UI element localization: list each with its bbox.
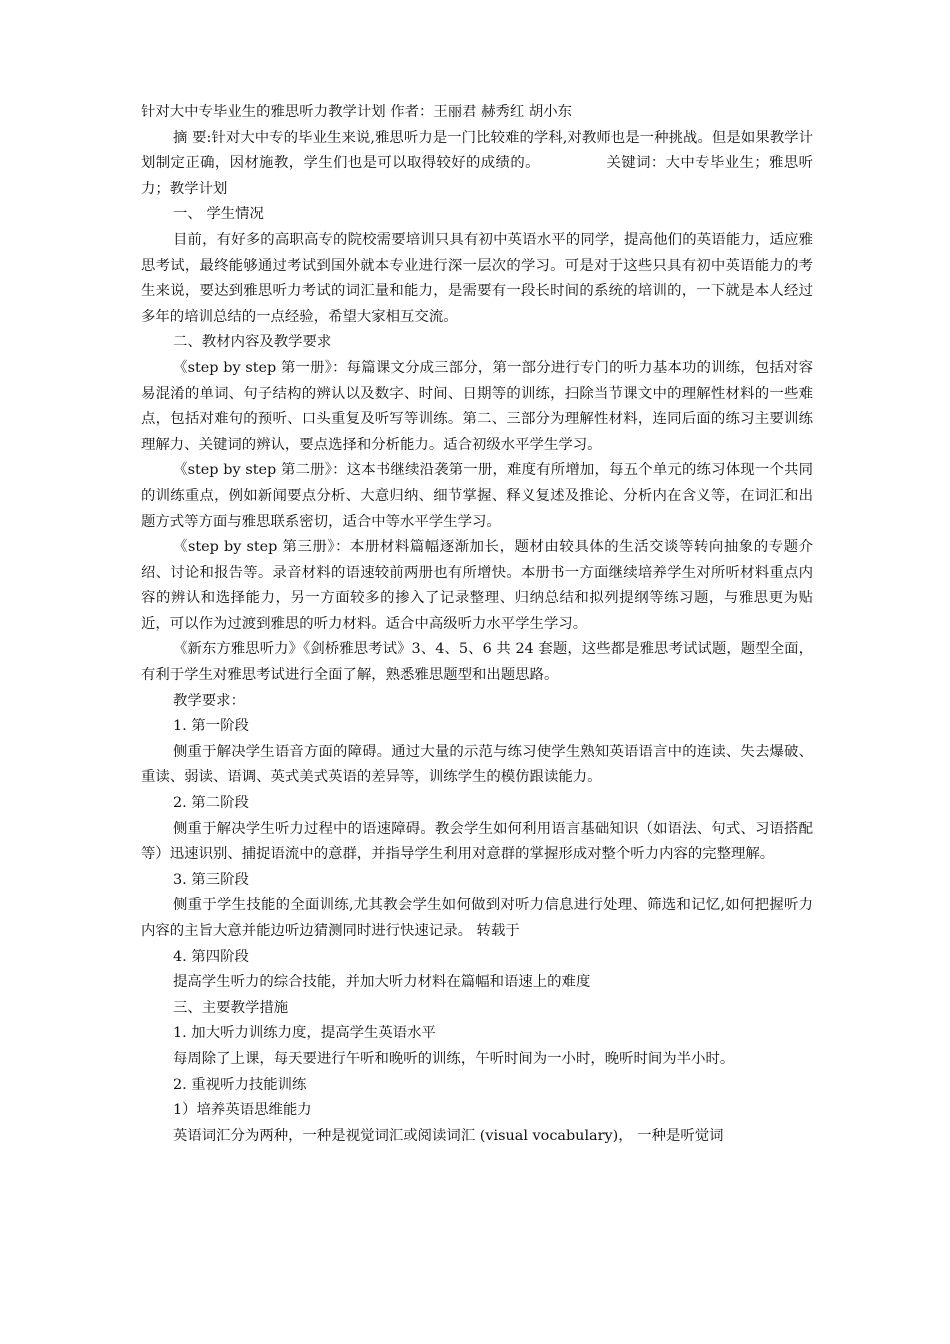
stage-heading: 2. 第二阶段 [173,795,249,812]
sub-measure-heading: 1）培养英语思维能力 [173,1102,312,1119]
body-paragraph: 每周除了上课，每天要进行午听和晚听的训练，午听时间为一小时，晚听时间为半小时。 [173,1050,735,1067]
stage-heading: 1. 第一阶段 [173,718,249,735]
body-paragraph: 提高学生听力的综合技能，并加大听力材料在篇幅和语速上的难度 [173,974,591,991]
body-paragraph: 《step by step 第三册》：本册材料篇幅逐渐加长，题材由较具体的生活交谈等转向抽象的专题介绍、讨论和报告等。录音材料的语速较前两册也有所增快。本册书一方面继续培养学生对所听材料重点内容的辨认和选择能力，另一方面较多的掺入了记录整理、归纳总结和拟列提纲等练习题，与雅思更为贴近，可以作为过渡到雅思的听力材料。适合中高级听力水平学生学习。 [141,539,813,632]
body-paragraph: 《step by step 第一册》：每篇课文分成三部分，第一部分进行专门的听力基本功的训练，包括对容易混淆的单词、句子结构的辨认以及数字、时间、日期等的训练，扫除当节课文中的理解性材料的一些难点，包括对难句的预听、口头重复及听写等训练。第二、三部分为理解性材料，连同后面的练习主要训练理解力、关键词的辨认，要点选择和分析能力。适合初级水平学生学习。 [141,359,813,453]
abstract-paragraph: 摘 要:针对大中专的毕业生来说,雅思听力是一门比较难的学科,对教师也是一种挑战。但是如果教学计划制定正确，因材施教，学生们也是可以取得较好的成绩的。 关键词：大中专毕业生；雅思听力；教学计划 [141,129,813,197]
body-paragraph: 《新东方雅思听力》《剑桥雅思考试》3、4、5、6 共 24 套题，这些都是雅思考试试题，题型全面，有利于学生对雅思考试进行全面了解，熟悉雅思题型和出题思路。 [141,641,813,684]
measure-heading: 2. 重视听力技能训练 [173,1076,307,1093]
body-paragraph: 侧重于解决学生语音方面的障碍。通过大量的示范与练习使学生熟知英语语言中的连读、失去爆破、重读、弱读、语调、英式美式英语的差异等，训练学生的模仿跟读能力。 [141,743,813,786]
body-paragraph: 目前，有好多的高职高专的院校需要培训只具有初中英语水平的同学，提高他们的英语能力，适应雅思考试，最终能够通过考试到国外就本专业进行深一层次的学习。可是对于这些只具有初中英语能力的考生来说，要达到雅思听力考试的词汇量和能力，是需要有一段长时间的系统的培训的，一下就是本人经过多年的培训总结的一点经验，希望大家相互交流。 [141,231,813,325]
measure-heading: 1. 加大听力训练力度，提高学生英语水平 [173,1025,436,1042]
body-paragraph: 英语词汇分为两种，一种是视觉词汇或阅读词汇 (visual vocabulary)， 一种是听觉词 [173,1127,724,1144]
document-title: 针对大中专毕业生的雅思听力教学计划 作者：王丽君 赫秀红 胡小东 [141,104,573,120]
section-heading: 三、主要教学措施 [173,999,289,1016]
document-body [141,100,813,1149]
body-paragraph: 《step by step 第二册》：这本书继续沿袭第一册，难度有所增加，每五个单元的练习体现一个共同的训练重点，例如新闻要点分析、大意归纳、细节掌握、释义复述及推论、分析内在含义等，在词汇和出题方式等方面与雅思联系密切，适合中等水平学生学习。 [141,462,813,530]
stage-heading: 4. 第四阶段 [173,948,249,965]
section-heading: 一、 学生情况 [173,206,264,223]
section-heading: 二、教材内容及教学要求 [173,334,332,351]
stage-heading: 3. 第三阶段 [173,871,249,888]
body-paragraph: 侧重于解决学生听力过程中的语速障碍。教会学生如何利用语言基础知识（如语法、句式、习语搭配等）迅速识别、捕捉语流中的意群，并指导学生利用对意群的掌握形成对整个听力内容的完整理解。 [141,820,813,863]
body-paragraph: 侧重于学生技能的全面训练,尤其教会学生如何做到对听力信息进行处理、筛选和记忆,如何把握听力内容的主旨大意并能边听边猜测同时进行快速记录。 转载于 [141,897,813,939]
subheading: 教学要求： [173,692,245,709]
